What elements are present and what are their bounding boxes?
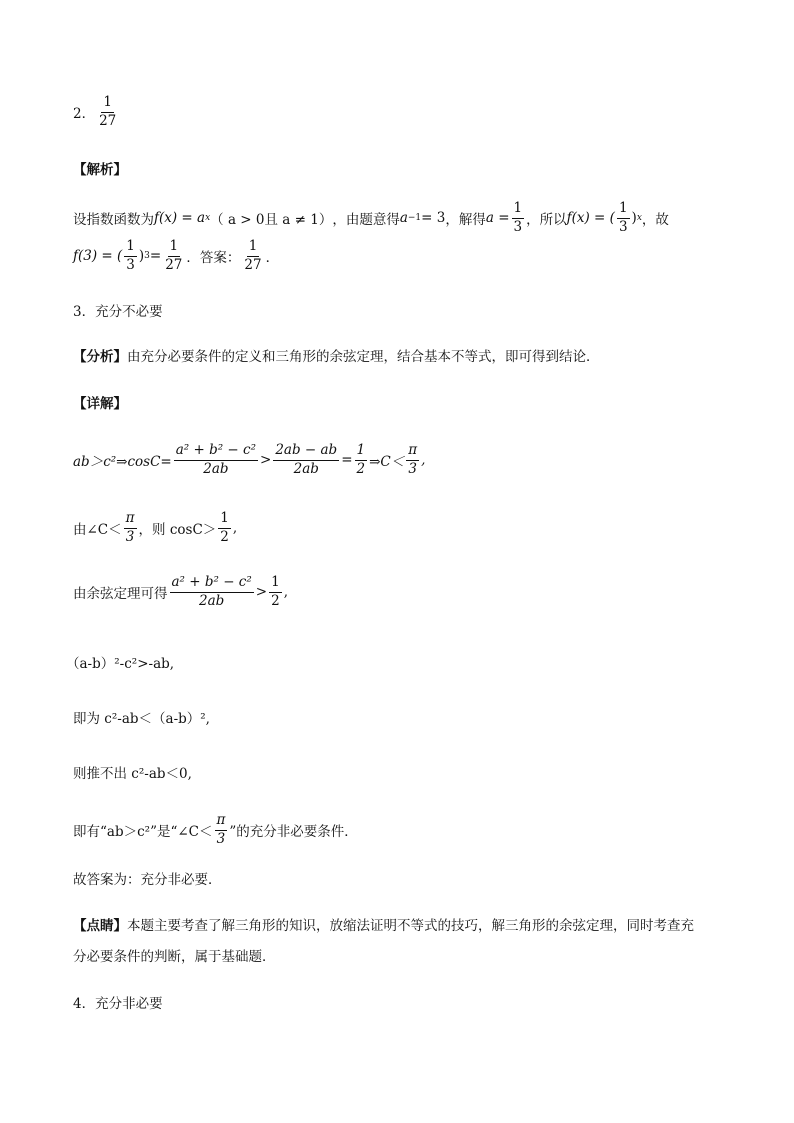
text-span: 由余弦定理可得 — [73, 586, 168, 602]
q2-solution-line1 — [73, 202, 669, 234]
q3-line2 — [73, 512, 237, 544]
math-span: , — [283, 584, 288, 600]
math-span: = — [149, 248, 162, 264]
math-span: ⇒C＜ — [369, 454, 405, 470]
math-span: a = — [485, 210, 510, 226]
fraction — [215, 814, 228, 846]
frac-num: 1 — [512, 202, 525, 219]
q2-frac-num: 1 — [101, 96, 114, 113]
fraction — [174, 444, 258, 476]
frac-den: 3 — [216, 830, 226, 847]
q3-number: 3．充分不必要 — [73, 304, 163, 320]
text-span: ． — [265, 250, 280, 266]
frac-den: 2ab — [293, 460, 319, 477]
fenxi-heading: 【分析】 — [73, 349, 127, 365]
q3-line6: 则推不出 c²-ab＜0, — [73, 766, 192, 782]
text-span: ，所以 — [526, 212, 567, 228]
fraction — [124, 240, 137, 272]
text-span: ，由题意得 — [332, 212, 400, 228]
frac-den: 2 — [271, 592, 280, 609]
text-span: ．答案： — [186, 250, 241, 266]
dianjing-text: 本题主要考查了解三角形的知识，放缩法证明不等式的技巧，解三角形的余弦定理，同时考查充 — [127, 918, 694, 934]
frac-num: 1 — [355, 444, 368, 461]
frac-den: 27 — [244, 256, 262, 273]
superscript: x — [636, 213, 642, 223]
fenxi-text: 由充分必要条件的定义和三角形的余弦定理，结合基本不等式，即可得到结论． — [127, 349, 600, 365]
q3-line3 — [73, 576, 288, 608]
q4-number: 4．充分非必要 — [73, 996, 163, 1012]
frac-den: 2 — [356, 460, 366, 477]
math-span: = — [341, 452, 353, 468]
text-span: 设指数函数为 — [73, 212, 154, 228]
fraction — [273, 444, 339, 476]
frac-num: 1 — [218, 512, 231, 529]
frac-num: 1 — [269, 576, 282, 593]
frac-num: a² + b² − c² — [174, 444, 258, 461]
q2-frac-den: 27 — [99, 112, 117, 129]
math-span: f(x) = ( — [566, 210, 615, 226]
frac-den: 3 — [126, 256, 135, 273]
frac-num: 1 — [168, 240, 181, 257]
q3-fenxi — [73, 345, 600, 365]
superscript: x — [205, 213, 211, 223]
q2-fraction — [97, 96, 118, 128]
frac-num: 1 — [124, 240, 137, 257]
frac-den: 3 — [513, 218, 523, 235]
fraction — [218, 512, 231, 544]
math-span: ) — [138, 248, 145, 264]
text-span: ，故 — [641, 212, 669, 228]
math-span: f(x) = a — [154, 210, 206, 226]
q3-line5: 即为 c²-ab＜（a-b）², — [73, 711, 210, 727]
frac-num: π — [124, 512, 137, 529]
frac-den: 3 — [408, 460, 417, 477]
text-span: 即有“ab＞c²”是“∠C＜ — [73, 824, 213, 840]
math-span: a — [399, 210, 408, 226]
fraction — [512, 202, 525, 234]
q3-line8: 故答案为：充分非必要． — [73, 872, 222, 888]
q3-line7 — [73, 814, 358, 846]
math-span: 由∠C＜ — [73, 522, 122, 538]
q3-line4: （a-b）²-c²>-ab, — [66, 656, 175, 672]
math-span: , — [232, 520, 238, 536]
frac-num: a² + b² − c² — [170, 576, 254, 593]
superscript: 3 — [144, 251, 150, 261]
math-span: > — [260, 452, 272, 468]
math-span: , — [421, 452, 426, 468]
fraction — [163, 240, 184, 272]
frac-num: 2ab − ab — [273, 444, 339, 461]
frac-den: 27 — [165, 256, 183, 273]
q2-number: 2． — [73, 106, 96, 122]
jiexi-heading: 【解析】 — [73, 162, 127, 178]
frac-den: 3 — [125, 528, 135, 545]
frac-num: π — [406, 444, 419, 461]
q2-solution-line2 — [73, 240, 279, 272]
math-span: ) — [631, 210, 637, 226]
frac-num: π — [215, 814, 228, 831]
fraction — [406, 444, 419, 476]
fraction — [170, 576, 254, 608]
text-span: （ a > 0且 a ≠ 1） — [210, 212, 333, 228]
q3-dianjing-cont: 分必要条件的判断，属于基础题． — [73, 949, 276, 965]
frac-num: 1 — [617, 202, 630, 219]
fraction — [242, 240, 263, 272]
superscript: −1 — [407, 213, 422, 223]
frac-den: 2ab — [199, 592, 225, 609]
frac-num: 1 — [247, 240, 260, 257]
q3-dianjing — [73, 914, 694, 934]
math-span: = 3 — [421, 210, 446, 226]
xiangjie-heading: 【详解】 — [73, 396, 127, 412]
fraction — [355, 444, 368, 476]
text-span: ，解得 — [445, 212, 486, 228]
math-span: ，则 cosC＞ — [138, 522, 217, 538]
dianjing-heading: 【点睛】 — [73, 918, 127, 934]
frac-den: 2ab — [203, 460, 229, 477]
q3-line1 — [73, 444, 425, 476]
text-span: ”的充分非必要条件． — [229, 824, 358, 840]
fraction — [124, 512, 137, 544]
math-span: > — [255, 584, 268, 600]
math-span: ab＞c²⇒cosC= — [73, 454, 172, 470]
frac-den: 2 — [220, 528, 229, 545]
fraction — [269, 576, 282, 608]
math-span: f(3) = ( — [73, 248, 123, 264]
frac-den: 3 — [618, 218, 628, 235]
fraction — [617, 202, 630, 234]
q2-answer — [73, 96, 120, 128]
